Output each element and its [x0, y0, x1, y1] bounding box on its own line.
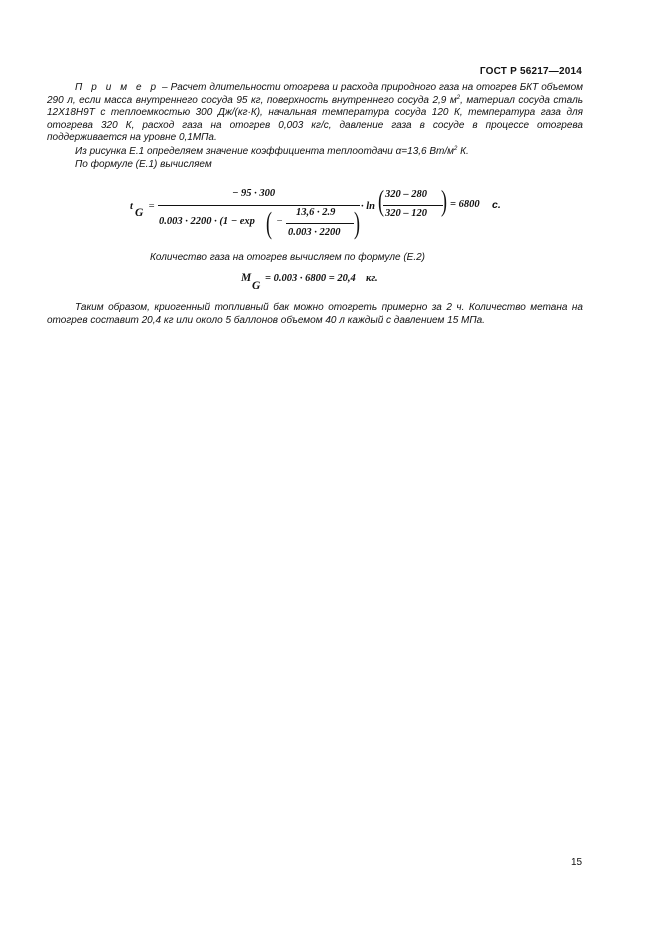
formula-intro-line: По формуле (Е.1) вычисляем [75, 159, 212, 170]
formula1-numerator: − 95 · 300 [232, 188, 276, 199]
page-number: 15 [571, 857, 583, 868]
formula1-ln-fraction-bar [383, 205, 443, 206]
example-text: – Расчет длительности отогрева и расхода природного газа на отогрев БКТ объемом 290 л, если масса внутреннего сосуда 95 кг, поверхность внутреннего сосуда 2,9 м [47, 82, 583, 106]
formula1-main-fraction-bar [158, 205, 360, 206]
formula2-lhs-sub: G [252, 280, 261, 292]
formula1-ln-denominator: 320 – 120 [385, 208, 427, 219]
formula2-lhs: M [241, 272, 252, 284]
formula1-den-minus: − [276, 216, 284, 227]
formula2-rhs: = 0.003 · 6800 = 20,4 [265, 273, 356, 284]
conclusion-paragraph [47, 302, 583, 327]
standard-header: ГОСТ Р 56217—2014 [479, 66, 582, 77]
gas-quantity-line: Количество газа на отогрев вычисляем по формуле (Е.2) [150, 252, 425, 263]
figure-line-sup: 2 [454, 146, 458, 152]
example-label: П р и м е р [75, 82, 160, 93]
formula1-lhs: t [130, 201, 133, 212]
formula2-unit: кг. [366, 273, 378, 284]
formula1-ln: · ln [361, 201, 376, 212]
formula1-inner-numerator: 13,6 · 2.9 [296, 207, 336, 218]
example-paragraph [47, 82, 583, 145]
example-sup: 2 [456, 94, 461, 101]
formula1-den-prefix: 0.003 · 2200 · (1 − exp [159, 216, 255, 227]
figure-line-tail: К. [457, 146, 469, 157]
conclusion-text: Таким образом, криогенный топливный бак можно отогреть примерно за 2 ч. Количество метана на отогрев составит 20,4 кг или около 5 баллонов объемом 40 л каждый с давлением 15 МПа. [47, 302, 583, 326]
figure-line-text: Из рисунка Е.1 определяем значение коэффициента теплоотдачи α=13,6 Вт/м [75, 146, 455, 157]
formula1-inner-denominator: 0.003 · 2200 [288, 227, 341, 238]
formula1-inner-fraction-bar [286, 223, 354, 224]
formula1-ln-close-paren: ) [441, 184, 447, 217]
formula1-lhs-sub: G [135, 207, 144, 219]
formula1-exp-close-paren: ) [354, 206, 360, 240]
formula1-ln-open-paren: ( [378, 184, 384, 217]
example-text-continued: , материал сосуда сталь 12Х18Н9Т с теплоемкостью 300 Дж/(кг·К), начальная температура сосуда 120 К, температура газа для отогрева 320 К, расход газа на отогрев 0,003 кг/с, давление газа в сосуде в процессе отогрева поддерживается на уровне 0,1МПа. [47, 94, 583, 144]
formula1-result: = 6800 [450, 199, 480, 210]
figure-line [75, 146, 469, 159]
formula1-eq: = [148, 201, 156, 212]
formula1-exp-open-paren: ( [266, 206, 272, 240]
formula1-ln-numerator: 320 – 280 [385, 189, 427, 200]
formula1-unit: с. [492, 199, 501, 211]
